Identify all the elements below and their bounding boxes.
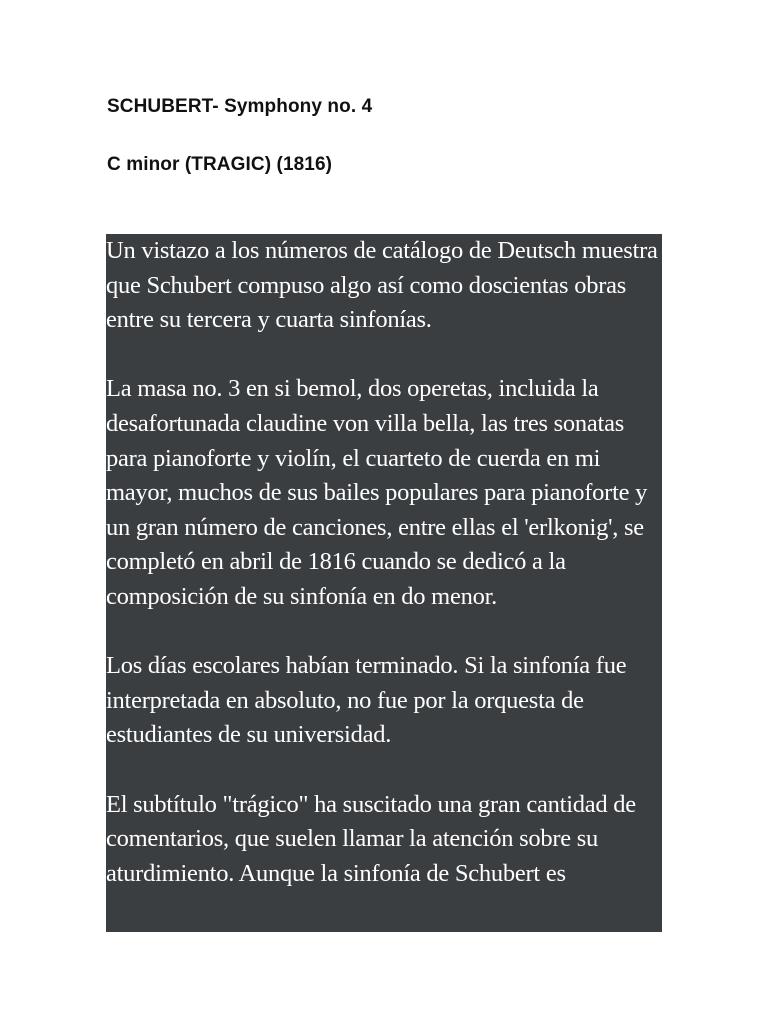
document-title: SCHUBERT- Symphony no. 4 [107, 96, 373, 117]
text-excerpt-block [106, 234, 662, 932]
document-subtitle: C minor (TRAGIC) (1816) [107, 154, 333, 175]
paragraph-subtitle: El subtítulo "trágico" ha suscitado una gran cantidad de comentarios, que suelen llamar la atención sobre su aturdimiento. Aunque la sinfonía de Schubert es [106, 790, 636, 887]
paragraph-school: Los días escolares habían terminado. Si la sinfonía fue interpretada en absoluto, no fue por la orquesta de estudiantes de su universidad. [106, 652, 627, 749]
paragraph-catalog: Un vistazo a los números de catálogo de Deutsch muestra que Schubert compuso algo así como doscientas obras entre su tercera y cuarta sinfonías. [106, 237, 658, 334]
paragraph-works: La masa no. 3 en si bemol, dos operetas, incluida la desafortunada claudine von villa bella, las tres sonatas para pianoforte y violín, el cuarteto de cuerda en mi mayor, muchos de sus bailes populares para pianoforte y un gran número de canciones, entre ellas el 'erlkonig', se completó en abril de 1816 cuando se dedicó a la composición de su sinfonía en do menor. [106, 375, 648, 610]
